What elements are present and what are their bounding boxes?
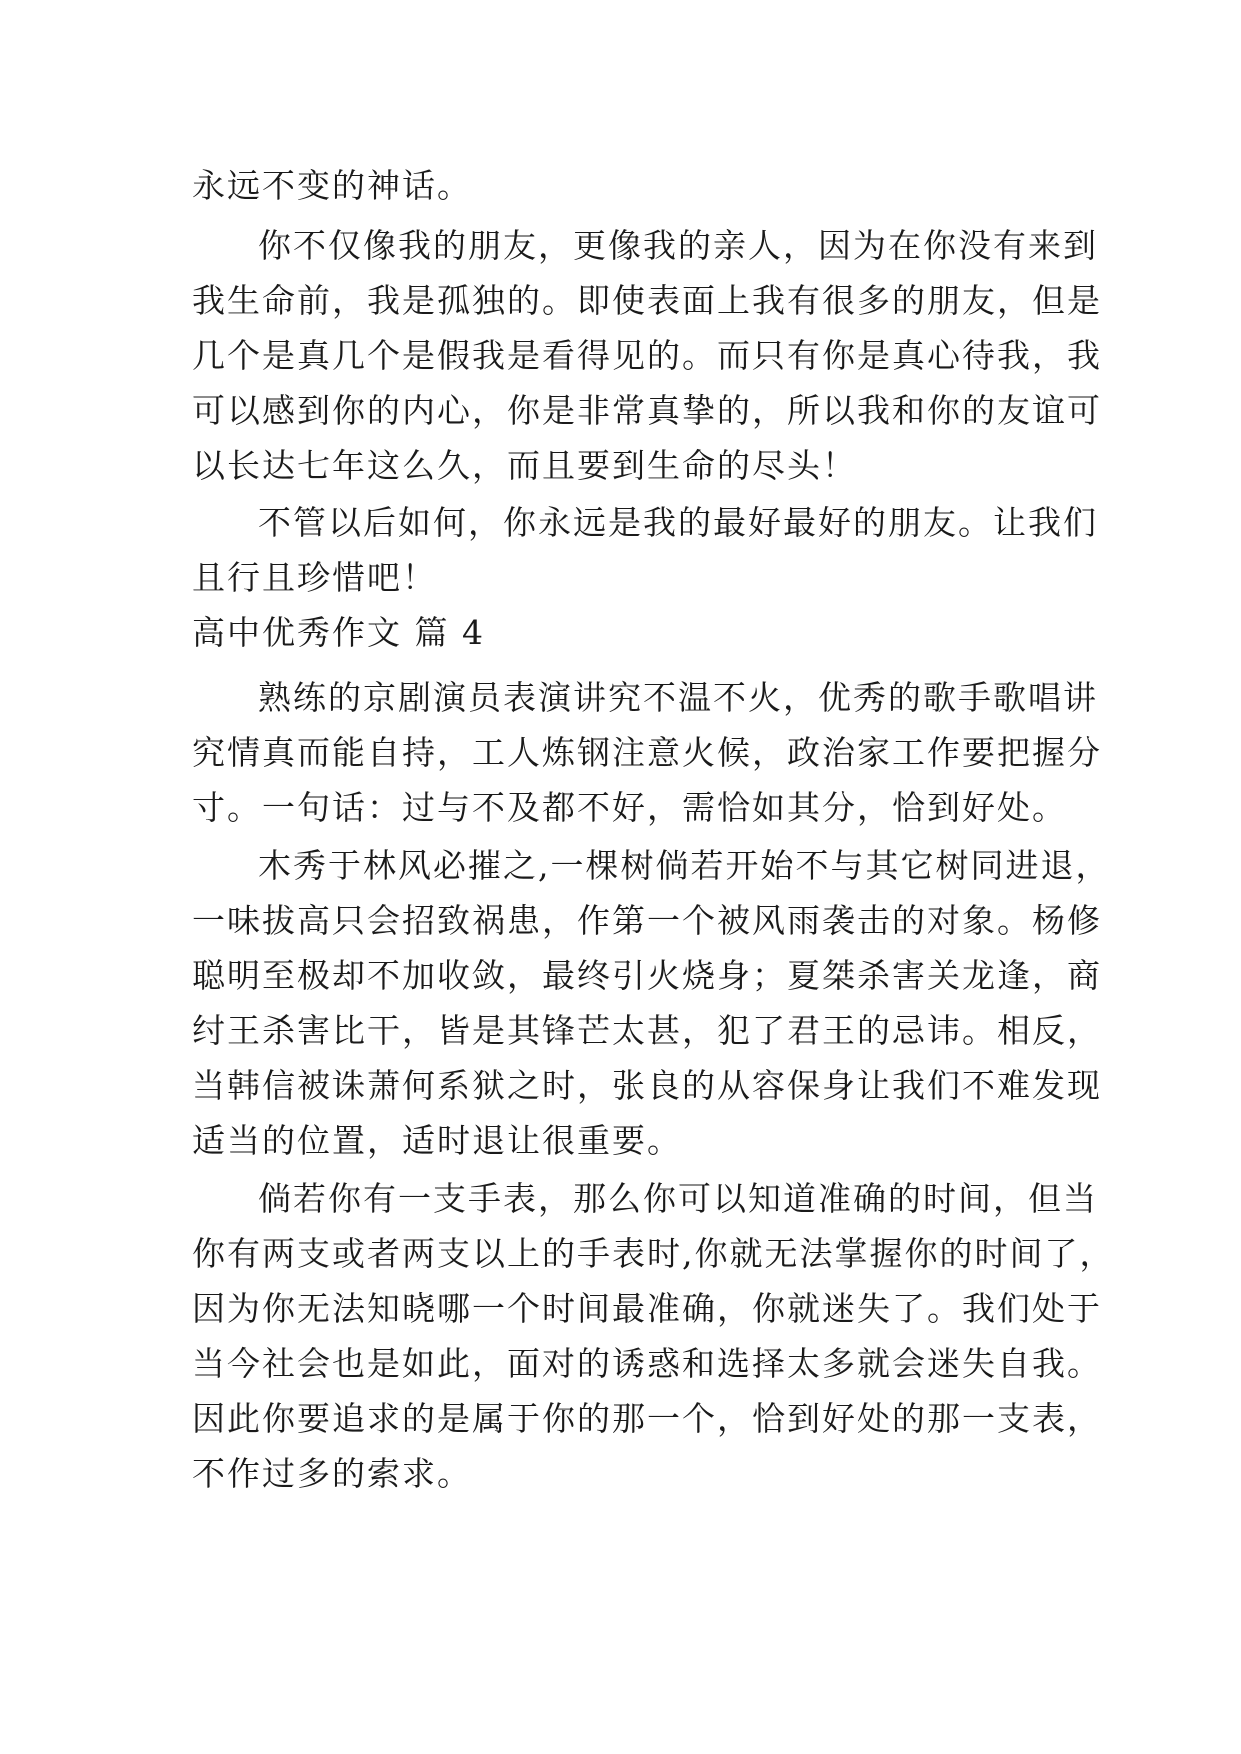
text-line: 聪明至极却不加收敛，最终引火烧身；夏桀杀害关龙逢，商 xyxy=(192,956,1102,995)
text-line: 当韩信被诛萧何系狱之时，张良的从容保身让我们不难发现 xyxy=(192,1066,1102,1105)
paragraph-first-line: 倘若你有一支手表，那么你可以知道准确的时间，但当 xyxy=(258,1179,1098,1218)
paragraph-first-line: 木秀于林风必摧之,一棵树倘若开始不与其它树同进退， xyxy=(258,846,1111,885)
text-line: 寸。一句话：过与不及都不好，需恰如其分，恰到好处。 xyxy=(192,788,1067,827)
text-line: 因此你要追求的是属于你的那一个，恰到好处的那一支表， xyxy=(192,1399,1102,1438)
text-line: 究情真而能自持，工人炼钢注意火候，政治家工作要把握分 xyxy=(192,733,1102,772)
section-heading: 高中优秀作文 篇 4 xyxy=(192,613,485,652)
paragraph-first-line: 熟练的京剧演员表演讲究不温不火，优秀的歌手歌唱讲 xyxy=(258,678,1098,717)
text-line: 纣王杀害比干，皆是其锋芒太甚，犯了君王的忌讳。相反， xyxy=(192,1011,1102,1050)
text-line: 几个是真几个是假我是看得见的。而只有你是真心待我，我 xyxy=(192,336,1102,375)
text-line: 可以感到你的内心，你是非常真挚的，所以我和你的友谊可 xyxy=(192,391,1102,430)
text-line: 一味拔高只会招致祸患，作第一个被风雨袭击的对象。杨修 xyxy=(192,901,1102,940)
text-line: 永远不变的神话。 xyxy=(192,166,472,205)
text-line: 我生命前，我是孤独的。即使表面上我有很多的朋友，但是 xyxy=(192,281,1102,320)
text-line: 因为你无法知晓哪一个时间最准确，你就迷失了。我们处于 xyxy=(192,1289,1102,1328)
text-line: 你有两支或者两支以上的手表时,你就无法掌握你的时间了， xyxy=(192,1234,1115,1273)
text-line: 当今社会也是如此，面对的诱惑和选择太多就会迷失自我。 xyxy=(192,1344,1102,1383)
text-line: 适当的位置，适时退让很重要。 xyxy=(192,1121,682,1160)
paragraph-first-line: 你不仅像我的朋友，更像我的亲人，因为在你没有来到 xyxy=(258,226,1098,265)
text-line: 且行且珍惜吧！ xyxy=(192,558,437,597)
paragraph-first-line: 不管以后如何，你永远是我的最好最好的朋友。让我们 xyxy=(258,503,1098,542)
text-line: 不作过多的索求。 xyxy=(192,1454,472,1493)
text-line: 以长达七年这么久，而且要到生命的尽头！ xyxy=(192,446,857,485)
